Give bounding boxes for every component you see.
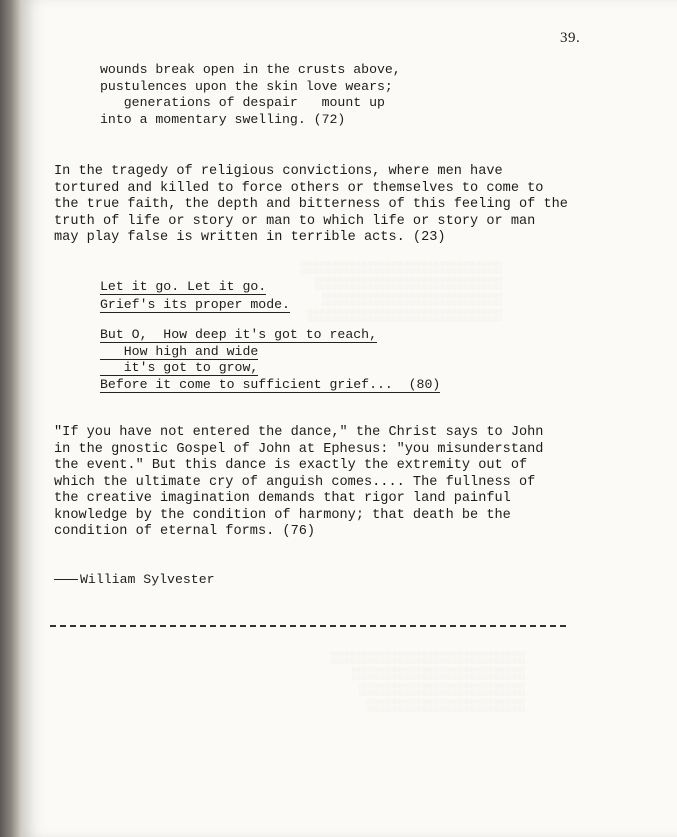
- show-through-text: ░░░░░░░░░░░░░░░░░░░░░░░░░░░ ░░░░░░░░░░░░░░░░░░░░░░░░ ░░░░░░░░░░░░░░░░░░░░░░░ ░░░░░░░░░░░░░░░░░░░░░░: [330, 651, 525, 713]
- author-name: William Sylvester: [80, 572, 215, 587]
- paragraph-line: the true faith, the depth and bitterness of this feeling of the: [54, 197, 568, 212]
- paragraph-line: the creative imagination demands that rigor land painful: [54, 491, 511, 506]
- dashed-divider: [50, 625, 566, 627]
- page-number: 39.: [560, 30, 581, 46]
- paragraph-line: the event." But this dance is exactly the extremity out of: [54, 458, 528, 473]
- prose-paragraph-2: [54, 425, 543, 541]
- verse-line: generations of despair mount up: [100, 95, 385, 110]
- paragraph-line: tortured and killed to force others or themselves to come to: [54, 180, 544, 196]
- show-through-text: ░░░░░░░░░░░░░░░░░░░░░░░░░░░░ ░░░░░░░░░░░░░░░░░░░░░░░░░░ ░░░░░░░░░░░░░░░░░░░░░░░░░ ░░░░░░░░░░░░░░░░░░░░░░░░░░░: [300, 261, 502, 323]
- book-spine-shadow: [0, 0, 22, 837]
- underlined-verse-line: Let it go. Let it go.: [100, 279, 267, 294]
- verse-quote-1: [100, 62, 401, 128]
- author-signature: [54, 572, 215, 589]
- paragraph-line: truth of life or story or man to which life or story or man: [54, 213, 536, 229]
- underlined-verse-line: How high and wide: [100, 343, 259, 359]
- verse-line: into a momentary swelling. (72): [100, 111, 346, 127]
- paragraph-line: condition of eternal forms. (76): [54, 524, 316, 539]
- underlined-verse-line: it's got to grow,: [100, 360, 259, 375]
- paragraph-line: In the tragedy of religious convictions, where men have: [54, 164, 503, 179]
- verse-line: wounds break open in the crusts above,: [100, 62, 401, 77]
- paragraph-line: knowledge by the condition of harmony; that death be the: [54, 507, 511, 523]
- paragraph-line: which the ultimate cry of anguish comes.... The fullness of: [54, 474, 536, 490]
- paragraph-line: "If you have not entered the dance," the Christ says to John: [54, 425, 544, 440]
- paragraph-line: in the gnostic Gospel of John at Ephesus: "you misunderstand: [54, 441, 544, 457]
- paragraph-line: may play false is written in terrible acts. (23): [54, 230, 446, 245]
- em-dash: [54, 579, 78, 580]
- underlined-verse-line: But O, How deep it's got to reach,: [100, 327, 377, 342]
- prose-paragraph-1: [54, 164, 568, 247]
- verse-quote-3: [100, 327, 440, 393]
- underlined-verse-line: Grief's its proper mode.: [100, 297, 290, 312]
- verse-quote-2: [100, 278, 290, 314]
- verse-line: pustulences upon the skin love wears;: [100, 78, 393, 94]
- underlined-verse-line: Before it come to sufficient grief... (80): [100, 376, 441, 392]
